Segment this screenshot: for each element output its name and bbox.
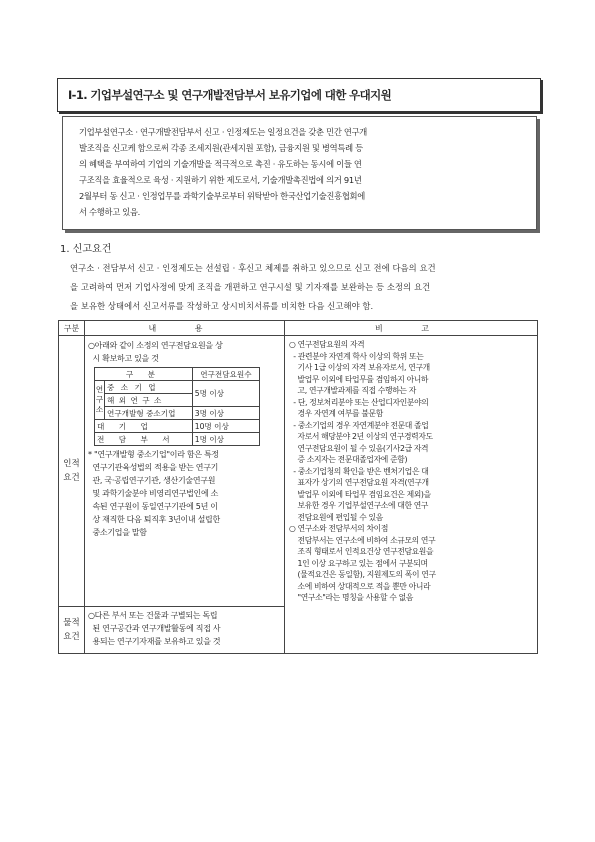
inner-cell: 전 담 부 서 [95,433,193,446]
content-line: ○다른 부서 또는 건물과 구별되는 독립 [88,611,218,620]
remarks-line: - 중소기업청의 확인을 받은 벤처기업은 대 [289,466,429,476]
remarks-line: 고, 연구개발과제를 직접 수행하는 자 [289,386,416,395]
row-label-physical [59,607,85,654]
paragraph-line: 을 고려하여 먼저 기업사정에 맞게 조직을 개편하고 연구시설 및 기자재를 보완하는 등 소정의 요건 [70,282,431,292]
header-content: 내 용 [85,321,285,336]
row-label-line: 요건 [63,632,80,642]
intro-line: 의 혜택을 부여하여 기업의 기술개발을 적극적으로 촉진 · 유도하는 동시에 이들 연 [79,159,362,169]
page-title: Ⅰ-1. 기업부설연구소 및 연구개발전담부서 보유기업에 대한 우대지원 [68,88,392,102]
inner-header: 연구전담요원수 [192,368,259,381]
remarks-line: 조직 형태로서 인적요건상 연구전담요원을 [289,547,434,556]
content-line: 용되는 연구기자재를 보유하고 있을 것 [88,637,221,646]
inner-cell: 중 소 기 업 [105,381,193,394]
content-line: 상 재직한 다음 퇴직후 3년이내 설립한 [88,515,220,524]
inner-cell: 1명 이상 [192,433,259,446]
content-line: 속된 연구원이 동일연구기관에 5년 이 [88,502,218,511]
content-line: 시 확보하고 있을 것 [88,354,159,363]
remarks-line: 경우 자연계 여부를 불문함 [289,409,383,418]
remarks-line: 보유한 경우 기업부설연구소에 대한 연구 [289,501,429,510]
row-label-line: 요건 [63,473,80,483]
content-human [85,336,285,607]
remarks-line: 기사 1급 이상의 자격 보유자로서, 연구개 [289,363,430,372]
content-line: 된 연구공간과 연구개발활동에 직접 사 [88,624,221,633]
paragraph-line: 을 보유한 상태에서 신고서류를 작성하고 상시비치서류를 비치한 다음 신고해야 함. [70,301,374,311]
content-physical [85,607,285,654]
intro-box [62,116,537,230]
row-label-line: 인적 [63,459,80,469]
content-line: 관, 국·공립연구기관, 생산기술연구원 [88,476,216,485]
table-row [59,336,538,607]
remarks-line: 표자가 상기의 연구전담요원 자격(연구개 [289,478,429,487]
content-line: 중소기업을 말함 [88,528,147,537]
inner-cell: 연구개발형 중소기업 [105,407,193,420]
content-line: 및 과학기술분야 비영리연구법인에 소 [88,489,219,498]
section-title: 1. 신고요건 [60,244,112,255]
remarks-line: 전담부서는 연구소에 비하여 소규모의 연구 [289,535,436,545]
staff-requirement-table [94,367,260,446]
remarks-line: (물적요건은 동일함), 지원제도의 폭이 연구 [289,570,436,579]
remarks-line: 발업무 이외에 타업무를 겸임하지 아니하 [289,374,429,384]
inner-cell: 3명 이상 [192,407,259,420]
content-line: * "연구개발형 중소기업"이라 함은 특정 [88,450,219,459]
remarks-line: - 관련분야 자연계 학사 이상의 학위 또는 [289,351,424,361]
inner-cell: 10명 이상 [192,420,259,433]
remarks-line: "연구소"라는 명칭을 사용할 수 없음 [289,593,414,602]
intro-line: 서 수행하고 있음. [79,207,141,217]
intro-line: 2월부터 동 신고 · 인정업무를 과학기술부로부터 위탁받아 한국산업기술진흥협회에 [79,191,365,201]
inner-cell: 해 외 연 구 소 [105,394,193,407]
remarks-line: 증 소지자는 전문대졸업자에 준함) [289,455,408,464]
content-line: 연구기관육성법의 적용을 받는 연구기 [88,463,219,472]
inner-group-label: 연 구 소 [95,381,105,420]
inner-cell: 5명 이상 [192,381,259,407]
remarks-cell [285,336,538,654]
remarks-line: ○ 연구전담요원의 자격 [289,340,365,349]
header-remarks: 비 고 [285,321,538,336]
remarks-line: 전담요원에 편입될 수 있음 [289,512,383,522]
remarks-line: 소에 비하여 상대적으로 적을 뿐만 아니라 [289,581,431,591]
requirements-table [58,320,538,654]
inner-header: 구 분 [95,368,193,381]
remarks-line: 1인 이상 요구하고 있는 점에서 구분되며 [289,558,428,568]
remarks-line: 연구전담요원이 될 수 있음(기사2급 자격 [289,443,429,453]
remarks-line: 발업무 이외에 타업무 겸임요건은 제외)을 [289,489,431,499]
intro-line: 구조직을 효율적으로 육성 · 지원하기 위한 제도로서, 기술개발촉진법에 의거 91년 [79,175,362,185]
intro-line: 기업부설연구소 · 연구개발전담부서 신고 · 인정제도는 일정요건을 갖춘 민간 연구개 [79,127,368,137]
header-category: 구분 [59,321,85,336]
remarks-line: 자로서 해당분야 2년 이상의 연구경력자도 [289,432,433,441]
content-line: ○아래와 같이 소정의 연구전담요원을 상 [88,341,223,350]
title-box [57,78,541,112]
inner-cell: 대 기 업 [95,420,193,433]
intro-line: 발조직을 신고케 함으로써 각종 조세지원(관세지원 포함), 금융지원 및 병역특례 등 [79,143,363,153]
table-header-row [59,321,538,336]
remarks-line: - 단, 정보처리분야 또는 산업디자인분야의 [289,397,429,407]
paragraph-line: 연구소 · 전담부서 신고 · 인정제도는 선설립 · 후신고 체제를 취하고 있으므로 신고 전에 다음의 요건 [70,263,436,273]
row-label-line: 물적 [63,618,80,628]
row-label-human [59,336,85,607]
remarks-line: - 중소기업의 경우 자연계분야 전문대 졸업 [289,420,429,430]
remarks-line: ○ 연구소와 전담부서의 차이점 [289,524,389,533]
